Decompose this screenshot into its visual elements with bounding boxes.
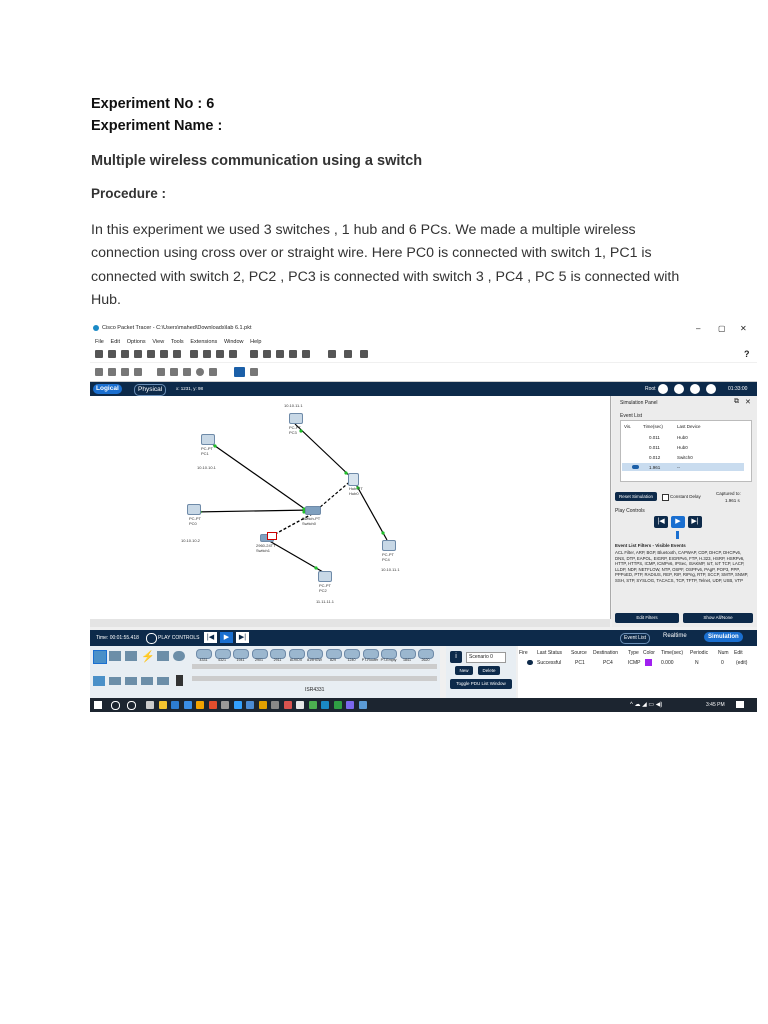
- taskbar-app-icon[interactable]: [296, 701, 304, 709]
- pdu-edit-link[interactable]: (edit): [736, 660, 748, 666]
- simulation-panel: [612, 396, 757, 627]
- event-list-label: Event List: [620, 413, 642, 419]
- taskbar-app-icon[interactable]: [359, 701, 367, 709]
- drawing-palette-icon[interactable]: [289, 350, 297, 358]
- event-list-toggle[interactable]: Event List: [620, 633, 650, 644]
- coordinates-readout: x: 1231, y: 98: [176, 386, 204, 391]
- undock-icon[interactable]: ⧉: [734, 398, 739, 405]
- delete-icon[interactable]: [121, 368, 129, 376]
- menu-help[interactable]: Help: [250, 339, 262, 345]
- zoom-in-icon[interactable]: [250, 350, 258, 358]
- router-model-label: 4331: [199, 658, 208, 662]
- zoom-out-icon[interactable]: [276, 350, 284, 358]
- pdu-col-time: Time(sec): [661, 650, 684, 656]
- switch0-label: Switch-PT Switch0: [302, 516, 321, 526]
- device-caption: ISR4331: [305, 687, 325, 693]
- pdu-time: 0.000: [661, 660, 674, 666]
- scenario-panel: [446, 646, 516, 698]
- pdu-col-fire: Fire: [519, 650, 528, 656]
- help-icon[interactable]: ?: [744, 349, 750, 359]
- tab-logical[interactable]: Logical: [93, 384, 122, 394]
- taskbar-app-icon[interactable]: [184, 701, 192, 709]
- event-row-time[interactable]: 0.011: [649, 435, 660, 440]
- router-model-label: PT-Empty: [380, 658, 397, 662]
- time-bar: [90, 630, 757, 646]
- power-cycle-icon[interactable]: [146, 633, 157, 644]
- pc0-label: PC-PT PC0: [189, 516, 201, 526]
- pdu-num: 0: [721, 660, 724, 666]
- taskbar-app-icon[interactable]: [209, 701, 217, 709]
- pdu-periodic: N: [695, 660, 699, 666]
- captured-value: 1.961 s: [725, 498, 740, 503]
- device-scrollbar-lower[interactable]: [192, 676, 437, 681]
- open-icon[interactable]: [108, 350, 116, 358]
- constant-delay-checkbox[interactable]: [662, 494, 669, 501]
- pc2-label: PC-PT PC2: [319, 583, 331, 593]
- resize-icon[interactable]: [134, 368, 142, 376]
- pc3-icon[interactable]: [289, 413, 303, 424]
- filters-title: Event List Filters - Visible Events: [615, 543, 686, 548]
- note-icon[interactable]: [157, 368, 165, 376]
- drawing-toolbar: [90, 363, 757, 382]
- menu-file[interactable]: File: [95, 339, 104, 345]
- taskbar-app-icon[interactable]: [271, 701, 279, 709]
- speed-slider[interactable]: [676, 531, 679, 539]
- pdu-col-last-status: Last Status: [537, 650, 563, 656]
- pdu-col-destination: Destination: [593, 650, 619, 656]
- simulation-clock: 01:33:00: [728, 386, 748, 392]
- experiment-name: Experiment Name :: [91, 118, 223, 134]
- simple-pdu-icon[interactable]: [234, 367, 245, 377]
- new-file-icon[interactable]: [95, 350, 103, 358]
- pc2-ip: 11.11.11.1: [316, 599, 335, 604]
- save-icon[interactable]: [121, 350, 129, 358]
- event-row-device[interactable]: Hub0: [677, 445, 688, 450]
- security-icon[interactable]: [157, 677, 169, 685]
- envelope-icon: [267, 532, 277, 540]
- misc-icon[interactable]: [157, 651, 169, 661]
- event-row-device[interactable]: --: [677, 465, 680, 470]
- cluster-icon[interactable]: [674, 384, 684, 394]
- custom-device-icon[interactable]: [302, 350, 310, 358]
- pdu-col-num: Num: [718, 650, 729, 656]
- tray-icons[interactable]: ^ ☁ ◢ ▭ ◀): [630, 702, 663, 708]
- taskbar-app-icon[interactable]: [221, 701, 229, 709]
- toggle-pdu-list-button[interactable]: Toggle PDU List Window: [450, 679, 512, 689]
- taskbar-app-icon[interactable]: [196, 701, 204, 709]
- router-model-label: 1240: [347, 658, 356, 662]
- pdu-col-color: Color: [643, 650, 655, 656]
- main-toolbar: [90, 347, 757, 362]
- taskbar-app-icon[interactable]: [309, 701, 317, 709]
- event-row-time[interactable]: 1.961: [649, 465, 661, 470]
- menu-tools[interactable]: Tools: [170, 339, 184, 345]
- col-vis: Vis.: [624, 424, 632, 429]
- copy-icon[interactable]: [190, 350, 198, 358]
- topology-links: [90, 396, 610, 619]
- network-devices-icon[interactable]: [93, 650, 107, 664]
- info-icon[interactable]: i: [450, 651, 462, 663]
- end-devices-icon[interactable]: [109, 651, 121, 661]
- horizontal-scrollbar[interactable]: [90, 619, 610, 627]
- wireless-icon[interactable]: [141, 677, 153, 685]
- switch0-icon[interactable]: [305, 506, 321, 515]
- sim-panel-title: Simulation Panel: [620, 400, 658, 406]
- event-row-device[interactable]: Hub0: [677, 435, 688, 440]
- bar-forward-button[interactable]: ▶|: [236, 632, 249, 643]
- delete-scenario-button[interactable]: Delete: [478, 666, 500, 675]
- workspace-bar: [90, 382, 757, 396]
- event-row-time[interactable]: 0.011: [649, 445, 660, 450]
- captured-label: Captured to:: [716, 491, 741, 496]
- pc0-ip: 10.10.10.2: [181, 538, 200, 543]
- pdu-list: [518, 646, 757, 698]
- wan-emulation-icon[interactable]: [176, 675, 183, 686]
- play-button[interactable]: ▶: [671, 516, 685, 528]
- user-icon[interactable]: [173, 350, 181, 358]
- taskbar-app-icon[interactable]: [346, 701, 354, 709]
- maximize-icon[interactable]: ▢: [718, 324, 726, 333]
- menu-view[interactable]: View: [152, 339, 165, 345]
- pdu-destination: PC4: [603, 660, 613, 666]
- taskbar-app-icon[interactable]: [334, 701, 342, 709]
- rectangle-icon[interactable]: [183, 368, 191, 376]
- logical-workspace[interactable]: [90, 396, 611, 619]
- taskbar-app-icon[interactable]: [146, 701, 154, 709]
- ip-label-top: 10.10.11.1: [284, 403, 303, 408]
- pc4-label: PC-PT PC4: [382, 552, 394, 562]
- menu-options[interactable]: Options: [126, 339, 146, 345]
- show-all-none-button[interactable]: Show All/None: [683, 613, 753, 623]
- pc4-icon[interactable]: [382, 540, 396, 551]
- router-model-label: 1941: [236, 658, 245, 662]
- step-forward-button[interactable]: ▶|: [688, 516, 702, 528]
- pc3-label: PC-PT PC3: [289, 425, 301, 435]
- router-model-label: 829: [330, 658, 336, 662]
- pdu-color-swatch: [645, 659, 652, 666]
- connections-icon[interactable]: ⚡: [141, 651, 155, 663]
- bar-back-button[interactable]: |◀: [204, 632, 217, 643]
- freeform-icon[interactable]: [209, 368, 217, 376]
- app-icon: [93, 325, 99, 331]
- root-label[interactable]: Root: [645, 386, 656, 392]
- selected-row-highlight: [622, 463, 744, 471]
- play-controls-label: Play Controls: [615, 508, 645, 514]
- components-icon[interactable]: [125, 651, 137, 661]
- router-model-label: 2911: [273, 658, 282, 662]
- set-background-icon[interactable]: [706, 384, 716, 394]
- step-back-button[interactable]: |◀: [654, 516, 668, 528]
- simulation-tab[interactable]: Simulation: [704, 632, 743, 642]
- experiment-subtitle: Multiple wireless communication using a switch: [91, 153, 423, 169]
- pdu-type: ICMP: [628, 660, 641, 666]
- complex-pdu-icon[interactable]: [250, 368, 258, 376]
- taskbar-clock: 3:45 PM: [706, 702, 725, 708]
- move-object-icon[interactable]: [690, 384, 700, 394]
- viewport-icon[interactable]: [328, 350, 336, 358]
- simulation-time: Time: 00:01:55.418: [96, 635, 139, 641]
- pc4-ip: 10.10.11.1: [381, 567, 400, 572]
- taskbar-app-icon[interactable]: [171, 701, 179, 709]
- pdu-col-edit: Edit: [734, 650, 743, 656]
- router-model-label: PT-Router: [361, 658, 379, 662]
- windows-start-icon[interactable]: [94, 701, 102, 709]
- event-row-device[interactable]: Switch0: [677, 455, 693, 460]
- bar-play-button[interactable]: ▶: [220, 632, 233, 643]
- taskbar-app-icon[interactable]: [259, 701, 267, 709]
- eye-icon: [632, 465, 639, 469]
- inspect-icon[interactable]: [108, 368, 116, 376]
- device-scrollbar[interactable]: [192, 664, 437, 669]
- info-icon[interactable]: [147, 350, 155, 358]
- scenario-select[interactable]: Scenario 0: [466, 652, 506, 663]
- procedure-paragraph: In this experiment we used 3 switches , 1 hub and 6 PCs. We made a multiple wireless connection using cross over or straight wire. Here PC0 is connected with switch 1, PC1 is connected with switch 2, PC2 , PC3 is connected with switch 3 , PC4 , PC 5 is connected with Hub.: [91, 222, 680, 308]
- window-titlebar: [90, 321, 757, 337]
- filters-text: ACL Filter, ARP, BGP, Bluetooth, CAPWAP, CDP, DHCP, DHCPv6, DNS, DTP, EAPOL, EIGRP, EIGRPv6, FTP, H.323, HSRP, HSRPv6, HTTP, HTTPS, ICMP, ICMPv6, IPSec, ISAKMP, IoT, IoT TCP, LACP, LLDP, NDP, NETFLOW, NTP, OSPF, OSPFv6, PAgP, POP3, PPP, PPPoED, PTP, RADIUS, REP, RIP, RIPng, RTP, SCCP, SMTP, SNMP, SSH, STP, SYSLOG, TACACS, TCP, TFTP, Telnet, UDP, USB, VTP: [615, 550, 749, 583]
- pc0-icon[interactable]: [187, 504, 201, 515]
- router-model-label: 819HGW: [307, 658, 322, 662]
- fire-icon[interactable]: [527, 660, 533, 665]
- realtime-tab[interactable]: Realtime: [663, 633, 687, 639]
- device-type-panel: [90, 646, 440, 698]
- zoom-reset-icon[interactable]: [263, 350, 271, 358]
- taskbar-app-icon[interactable]: [284, 701, 292, 709]
- constant-delay-label: Constant Delay: [670, 494, 701, 499]
- close-panel-icon[interactable]: ✕: [745, 399, 751, 406]
- back-icon[interactable]: [658, 384, 668, 394]
- switch-icon[interactable]: [344, 350, 352, 358]
- tab-physical[interactable]: Physical: [134, 384, 166, 396]
- switches-icon[interactable]: [109, 677, 121, 685]
- menu-bar: [90, 337, 757, 347]
- reset-simulation-button[interactable]: Reset Simulation: [615, 492, 657, 501]
- play-controls-bar-label: PLAY CONTROLS: [158, 635, 200, 641]
- pdu-col-source: Source: [571, 650, 587, 656]
- windows-taskbar: [90, 698, 757, 712]
- menu-edit[interactable]: Edit: [110, 339, 121, 345]
- hubs-icon[interactable]: [125, 677, 137, 685]
- pc1-icon[interactable]: [201, 434, 215, 445]
- pdu-status: Successful: [537, 660, 562, 666]
- new-scenario-button[interactable]: New: [455, 666, 473, 675]
- search-icon[interactable]: [111, 701, 120, 710]
- procedure-heading: Procedure :: [91, 186, 167, 201]
- ellipse-icon[interactable]: [196, 368, 204, 376]
- event-row-time[interactable]: 0.012: [649, 455, 661, 460]
- event-list-table: [620, 420, 752, 482]
- menu-window[interactable]: Window: [223, 339, 244, 345]
- col-last-device: Last Device: [677, 424, 701, 429]
- undo-icon[interactable]: [216, 350, 224, 358]
- pc1-label: PC-PT PC1: [201, 446, 213, 456]
- cortana-icon[interactable]: [127, 701, 136, 710]
- print-icon[interactable]: [134, 350, 142, 358]
- pdu-col-periodic: Periodic: [690, 650, 709, 656]
- window-title: Cisco Packet Tracer - C:\Users\mahed\Downloads\lab 6.1.pkt: [102, 325, 252, 331]
- close-icon[interactable]: ✕: [740, 324, 747, 333]
- hub0-label: Hub-PT Hub0: [349, 486, 363, 496]
- pdu-source: PC1: [575, 660, 585, 666]
- router-model-label: 2901: [255, 658, 263, 662]
- pc1-ip: 10.10.10.1: [197, 465, 216, 470]
- redo-icon[interactable]: [229, 350, 237, 358]
- packet-tracer-screenshot: [90, 321, 757, 712]
- network-icon[interactable]: [160, 350, 168, 358]
- switch1-label: 2960-24TT Switch1: [256, 543, 276, 553]
- taskbar-app-icon[interactable]: [246, 701, 254, 709]
- pdu-col-type: Type: [628, 650, 639, 656]
- hub0-icon[interactable]: [348, 473, 359, 486]
- experiment-number: Experiment No : 6: [91, 96, 215, 112]
- col-time: Time(sec): [643, 424, 663, 429]
- paste-icon[interactable]: [203, 350, 211, 358]
- router-model-label: 1841: [403, 658, 411, 662]
- taskbar-app-icon[interactable]: [159, 701, 167, 709]
- router-model-label: 2620: [421, 658, 430, 662]
- edit-filters-button[interactable]: Edit Filters: [615, 613, 679, 623]
- select-icon[interactable]: [95, 368, 103, 376]
- router-model-label: 4321: [218, 658, 226, 662]
- notification-icon[interactable]: [736, 701, 744, 708]
- taskbar-app-icon[interactable]: [234, 701, 242, 709]
- multiuser-icon[interactable]: [173, 651, 185, 661]
- image-icon[interactable]: [360, 350, 368, 358]
- router-model-label: 819IOX: [289, 658, 303, 662]
- line-icon[interactable]: [170, 368, 178, 376]
- pc2-icon[interactable]: [318, 571, 332, 582]
- taskbar-app-icon[interactable]: [321, 701, 329, 709]
- minimize-icon[interactable]: –: [696, 324, 701, 333]
- menu-extensions[interactable]: Extensions: [190, 339, 218, 345]
- routers-icon[interactable]: [93, 676, 105, 686]
